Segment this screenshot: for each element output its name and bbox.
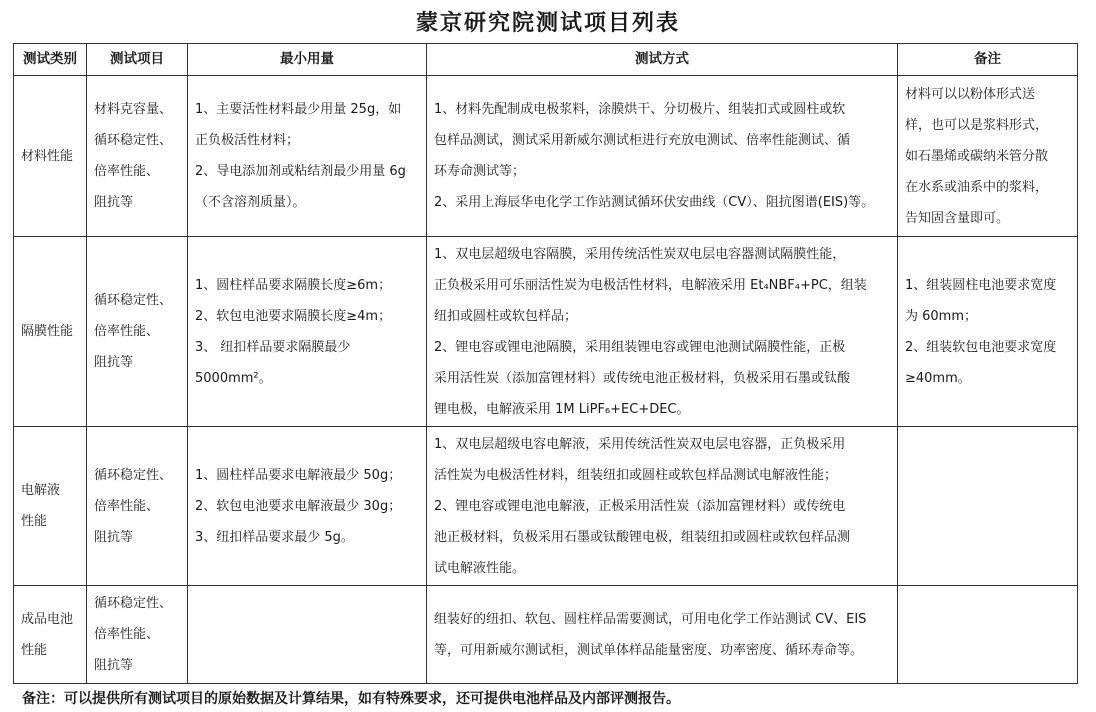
table-row bbox=[14, 427, 1078, 586]
items-cell bbox=[87, 237, 188, 427]
min-usage-line: （不含溶剂质量）。 bbox=[195, 195, 306, 210]
table-row bbox=[14, 237, 1078, 427]
method-line: 锂电极，电解液采用 1M LiPF₆+EC+DEC。 bbox=[434, 401, 690, 417]
item-line: 倍率性能、 bbox=[94, 627, 160, 642]
header-method: 测试方式 bbox=[427, 44, 898, 76]
remark-cell bbox=[898, 586, 1078, 684]
min-usage-cell bbox=[188, 427, 427, 586]
remark-line: ≥40mm。 bbox=[905, 370, 971, 386]
footer-note: 备注：可以提供所有测试项目的原始数据及计算结果，如有特殊要求，还可提供电池样品及内部评测报告。 bbox=[22, 691, 680, 707]
method-line: 纽扣或圆柱或软包样品； bbox=[434, 308, 578, 324]
method-line: 试电解液性能。 bbox=[434, 560, 526, 576]
remark-line: 2、组装软包电池要求宽度 bbox=[905, 339, 1057, 355]
header-items: 测试项目 bbox=[87, 44, 188, 76]
min-usage-cell bbox=[188, 586, 427, 684]
item-line: 倍率性能、 bbox=[94, 498, 160, 514]
method-line: 2、锂电容或锂电池隔膜，采用组装锂电容或锂电池测试隔膜性能，正极 bbox=[434, 339, 846, 355]
category-line: 成品电池 bbox=[21, 611, 74, 627]
min-usage-line: 1、圆柱样品要求电解液最少 50g； bbox=[195, 467, 402, 483]
method-line: 组装好的纽扣、软包、圆柱样品需要测试，可用电化学工作站测试 CV、EIS bbox=[434, 611, 867, 627]
category-cell bbox=[14, 427, 87, 586]
item-line: 阻抗等 bbox=[94, 195, 134, 210]
category-line: 性能 bbox=[21, 514, 48, 529]
min-usage-line: 3、 纽扣样品要求隔膜最少 bbox=[195, 339, 351, 355]
method-line: 1、材料先配制成电极浆料，涂膜烘干、分切极片、组装扣式或圆柱或软 bbox=[434, 102, 846, 117]
item-line: 倍率性能、 bbox=[94, 324, 160, 339]
category-line: 材料性能 bbox=[21, 148, 74, 164]
min-usage-line: 1、圆柱样品要求隔膜长度≥6m； bbox=[195, 277, 392, 293]
category-line: 隔膜性能 bbox=[21, 324, 74, 339]
category-line: 性能 bbox=[21, 642, 48, 658]
header-category: 测试类别 bbox=[14, 44, 87, 76]
remark-cell bbox=[898, 76, 1078, 237]
min-usage-line: 2、软包电池要求电解液最少 30g； bbox=[195, 498, 402, 514]
remark-line: 1、组装圆柱电池要求宽度 bbox=[905, 277, 1057, 293]
remark-line: 为 60mm； bbox=[905, 308, 978, 324]
remark-cell bbox=[898, 237, 1078, 427]
method-line: 环寿命测试等； bbox=[434, 164, 526, 179]
item-line: 阻抗等 bbox=[94, 658, 134, 673]
method-line: 1、双电层超级电容隔膜，采用传统活性炭双电层电容器测试隔膜性能， bbox=[434, 246, 846, 262]
remark-line: 样，也可以是浆料形式， bbox=[905, 117, 1049, 133]
method-line: 1、双电层超级电容电解液，采用传统活性炭双电层电容器，正负极采用 bbox=[434, 436, 846, 452]
category-cell bbox=[14, 586, 87, 684]
min-usage-line: 2、软包电池要求隔膜长度≥4m； bbox=[195, 308, 392, 324]
min-usage-line: 3、纽扣样品要求最少 5g。 bbox=[195, 529, 354, 545]
method-cell bbox=[427, 237, 898, 427]
items-cell bbox=[87, 586, 188, 684]
remark-cell bbox=[898, 427, 1078, 586]
remark-line: 如石墨烯或碳纳米管分散 bbox=[905, 148, 1049, 164]
item-line: 循环稳定性、 bbox=[94, 596, 173, 611]
min-usage-line: 2、导电添加剂或粘结剂最少用量 6g bbox=[195, 164, 406, 179]
method-cell bbox=[427, 76, 898, 237]
item-line: 阻抗等 bbox=[94, 355, 134, 370]
remark-line: 告知固含量即可。 bbox=[905, 210, 1010, 226]
min-usage-line: 5000mm²。 bbox=[195, 370, 272, 386]
min-usage-cell bbox=[188, 76, 427, 237]
min-usage-cell bbox=[188, 237, 427, 427]
table-header-row bbox=[14, 44, 1078, 76]
method-line: 池正极材料，负极采用石墨或钛酸锂电极，组装纽扣或圆柱或软包样品测 bbox=[434, 529, 851, 545]
category-cell bbox=[14, 237, 87, 427]
item-line: 循环稳定性、 bbox=[94, 293, 173, 308]
method-line: 正负极采用可乐丽活性炭为电极活性材料，电解液采用 Et₄NBF₄+PC，组装 bbox=[434, 277, 867, 293]
header-remark: 备注 bbox=[898, 44, 1078, 76]
method-cell bbox=[427, 427, 898, 586]
page-title: 蒙京研究院测试项目列表 bbox=[415, 10, 680, 36]
header-min-usage: 最小用量 bbox=[188, 44, 427, 76]
method-line: 包样品测试，测试采用新威尔测试柜进行充放电测试、倍率性能测试、循 bbox=[434, 133, 851, 148]
table-row bbox=[14, 76, 1078, 237]
method-line: 活性炭为电极活性材料，组装纽扣或圆柱或软包样品测试电解液性能； bbox=[434, 467, 838, 483]
method-line: 2、采用上海辰华电化学工作站测试循环伏安曲线（CV）、阻抗图谱(EIS)等。 bbox=[434, 195, 875, 210]
method-line: 等，可用新威尔测试柜，测试单体样品能量密度、功率密度、循环寿命等。 bbox=[434, 642, 864, 658]
item-line: 循环稳定性、 bbox=[94, 133, 173, 148]
method-line: 2、锂电容或锂电池电解液，正极采用活性炭（添加富锂材料）或传统电 bbox=[434, 498, 846, 514]
items-cell bbox=[87, 76, 188, 237]
item-line: 材料克容量、 bbox=[94, 102, 173, 117]
items-cell bbox=[87, 427, 188, 586]
item-line: 倍率性能、 bbox=[94, 164, 160, 179]
item-line: 循环稳定性、 bbox=[94, 467, 173, 483]
category-line: 电解液 bbox=[21, 483, 61, 498]
table-row bbox=[14, 586, 1078, 684]
remark-line: 在水系或油系中的浆料， bbox=[905, 179, 1049, 195]
min-usage-line: 1、主要活性材料最少用量 25g，如 bbox=[195, 102, 402, 117]
item-line: 阻抗等 bbox=[94, 529, 134, 545]
remark-line: 材料可以以粉体形式送 bbox=[905, 86, 1036, 102]
method-line: 采用活性炭（添加富锂材料）或传统电池正极材料，负极采用石墨或钛酸 bbox=[434, 370, 851, 386]
method-cell bbox=[427, 586, 898, 684]
min-usage-line: 正负极活性材料； bbox=[195, 133, 300, 148]
test-items-table bbox=[13, 43, 1078, 684]
category-cell bbox=[14, 76, 87, 237]
